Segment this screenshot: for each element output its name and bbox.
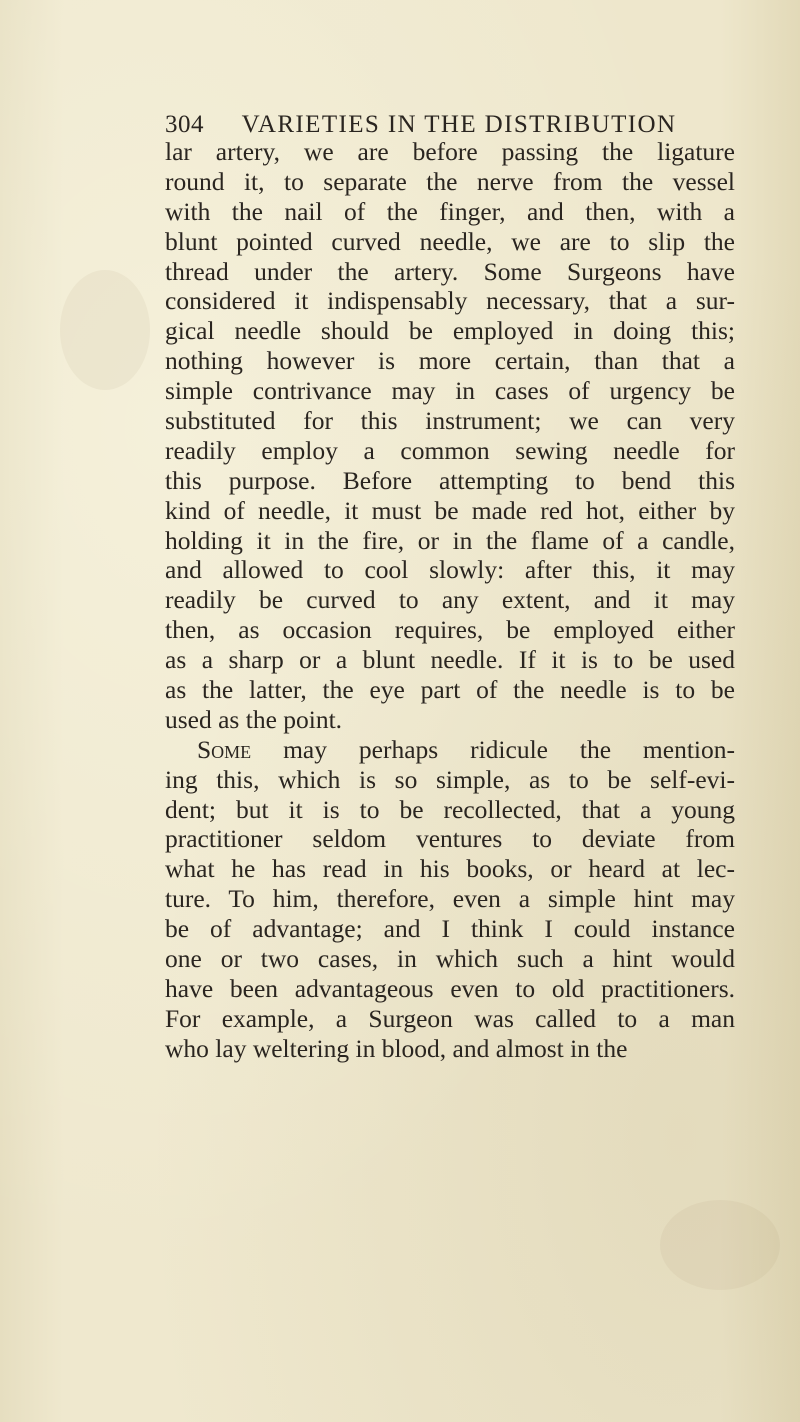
page-number: 304 xyxy=(165,111,204,138)
text-line: readily employ a common sewing needle for xyxy=(165,435,735,465)
text-line: simple contrivance may in cases of urgency be xyxy=(165,376,735,406)
text-line: For example, a Surgeon was called to a man xyxy=(165,1003,735,1033)
text-line: substituted for this instrument; we can very xyxy=(165,406,735,436)
running-head: VARIETIES IN THE DISTRIBUTION xyxy=(241,111,677,138)
text-line: readily be curved to any extent, and it may xyxy=(165,585,735,615)
text-line: who lay weltering in blood, and almost in the xyxy=(165,1033,628,1063)
text-line: as the latter, the eye part of the needle is to be xyxy=(165,675,735,705)
text-line: holding it in the fire, or in the flame of a candle, xyxy=(165,525,735,555)
paragraph-lead-word: Some xyxy=(197,734,252,764)
text-line: ture. To him, therefore, even a simple hint may xyxy=(165,884,735,914)
text-line: blunt pointed curved needle, we are to slip the xyxy=(165,226,735,256)
text-line: round it, to separate the nerve from the vessel xyxy=(165,166,735,196)
text-line: gical needle should be employed in doing this; xyxy=(165,316,735,346)
text-line: used as the point. xyxy=(165,704,343,734)
paragraph-first-line xyxy=(165,735,735,765)
text-line: and allowed to cool slowly: after this, it may xyxy=(165,555,735,585)
text-line: nothing however is more certain, than that a xyxy=(165,346,735,376)
text-line: ing this, which is so simple, as to be self-evi- xyxy=(165,764,735,794)
text-line: with the nail of the finger, and then, with a xyxy=(165,196,735,226)
body-text xyxy=(165,137,735,1064)
text-line: practitioner seldom ventures to deviate from xyxy=(165,824,735,854)
text-line: dent; but it is to be recollected, that a young xyxy=(165,794,735,824)
text-line: considered it indispensably necessary, that a sur- xyxy=(165,286,735,316)
text-line: this purpose. Before attempting to bend this xyxy=(165,465,735,495)
text-line: as a sharp or a blunt needle. If it is to be used xyxy=(165,645,735,675)
text-line: lar artery, we are before passing the ligature xyxy=(165,137,735,166)
paragraph-first-line-text: may perhaps ridicule the mention- xyxy=(283,734,735,764)
text-line: what he has read in his books, or heard at lec- xyxy=(165,854,735,884)
text-line: then, as occasion requires, be employed either xyxy=(165,615,735,645)
text-line: thread under the artery. Some Surgeons have xyxy=(165,256,735,286)
text-line: be of advantage; and I think I could instance xyxy=(165,914,735,944)
text-line: kind of needle, it must be made red hot, either by xyxy=(165,495,735,525)
text-line: one or two cases, in which such a hint would xyxy=(165,944,735,974)
paper-stain xyxy=(60,270,150,390)
paper-stain xyxy=(660,1200,780,1290)
text-line: have been advantageous even to old practitioners. xyxy=(165,973,735,1003)
